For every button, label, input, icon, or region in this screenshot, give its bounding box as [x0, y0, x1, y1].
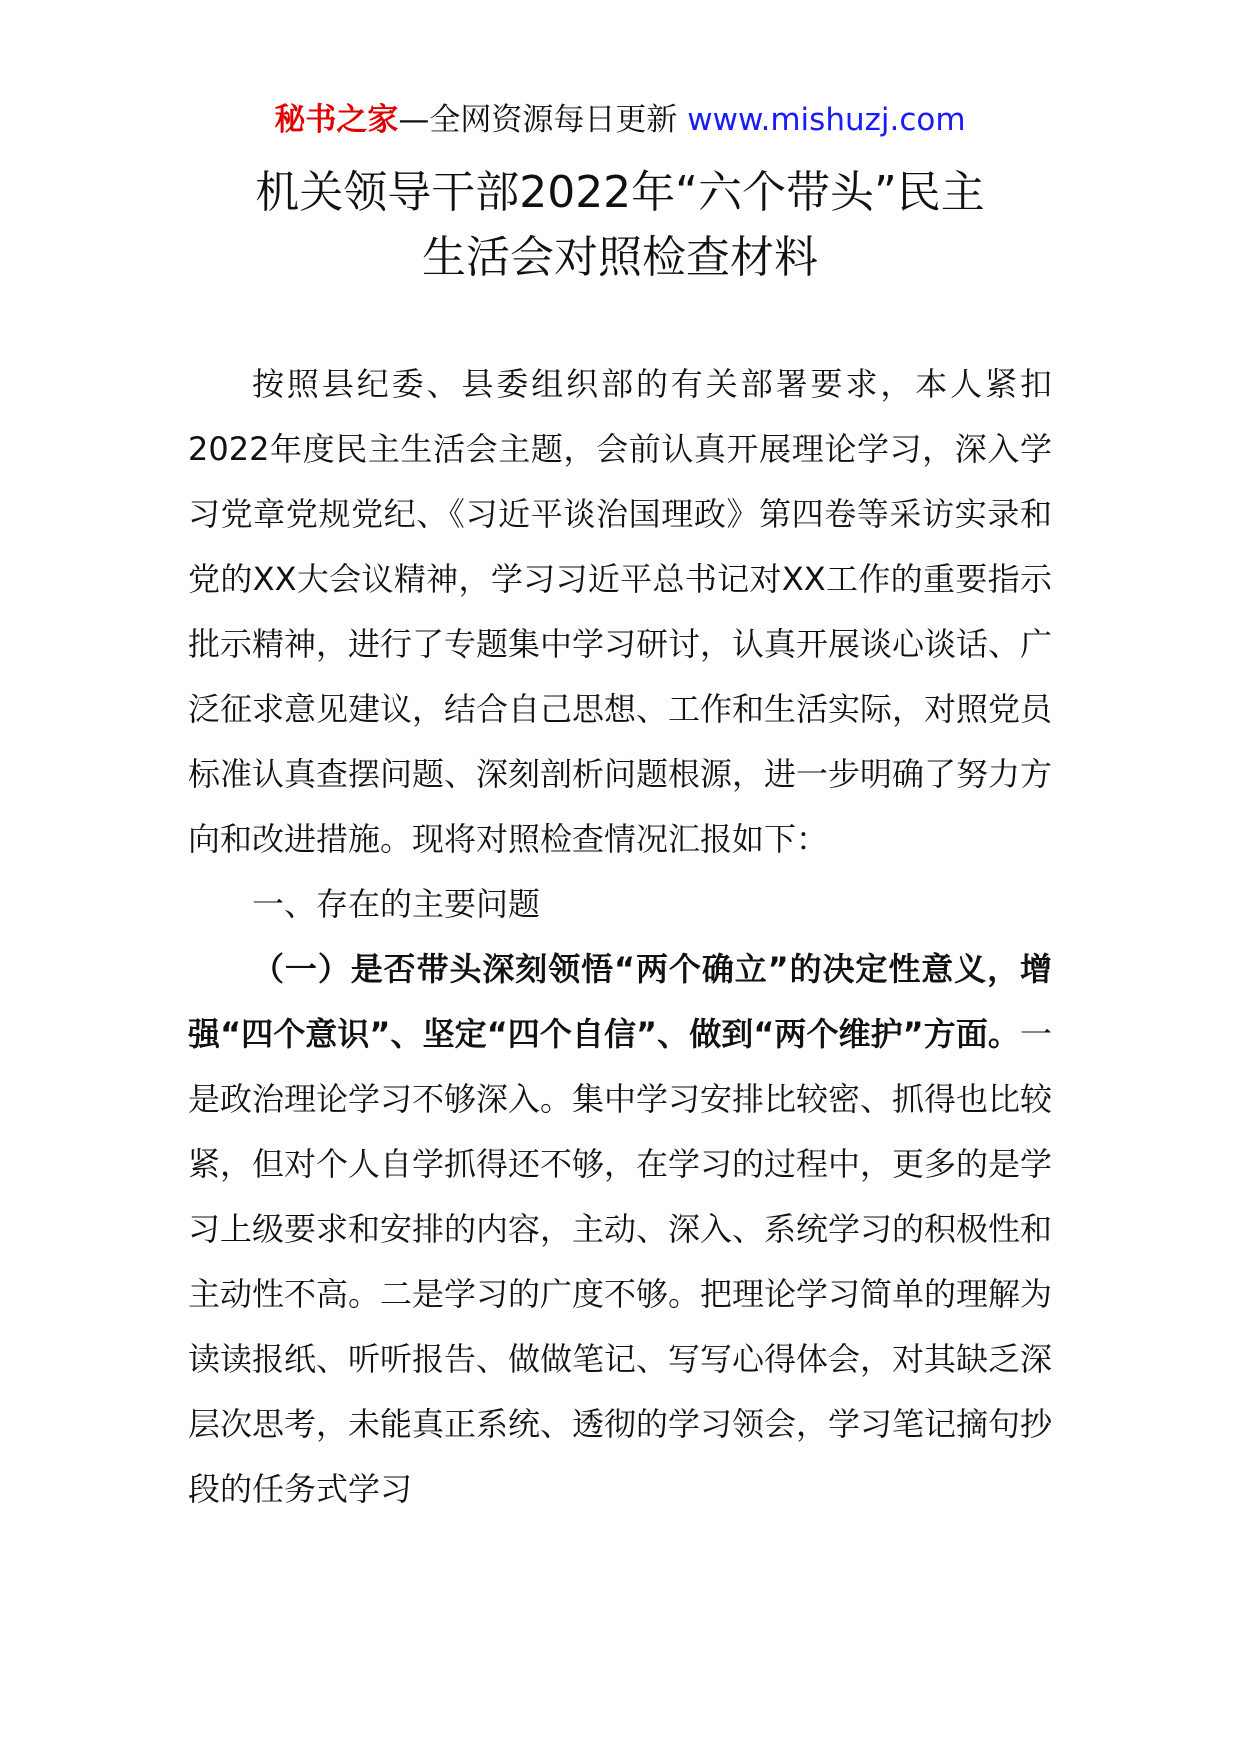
header-tagline: —全网资源每日更新 [398, 102, 688, 138]
intro-paragraph: 按照县纪委、县委组织部的有关部署要求，本人紧扣2022年度民主生活会主题，会前认真开展理论学习，深入学习党章党规党纪、《习近平谈治国理政》第四卷等采访实录和党的XX大会议精神，学习习近平总书记对XX工作的重要指示批示精神，进行了专题集中学习研讨，认真开展谈心谈话、广泛征求意见建议，结合自己思想、工作和生活实际，对照党员标准认真查摆问题、深刻剖析问题根源，进一步明确了努力方向和改进措施。现将对照检查情况汇报如下： [188, 365, 1053, 858]
subsection-text-1: 一是政治理论学习不够深入。集中学习安排比较密、抓得也比较紧，但对个人自学抓得还不够，在学习的过程中，更多的是学习上级要求和安排的内容，主动、深入、系统学习的积极性和主动性不高。二是学习的广度不够。把理论学习简单的理解为读读报纸、听听报告、做做笔记、写写心得体会，对其缺乏深层次思考，未能真正系统、透彻的学习领会，学习笔记摘句抄段的任务式学习 [188, 1015, 1053, 1508]
watermark-header [0, 98, 1240, 142]
document-body [188, 352, 1052, 1522]
title-line-2: 生活会对照检查材料 [422, 232, 818, 283]
brand-name: 秘书之家 [274, 102, 399, 138]
section-heading-1: 一、存在的主要问题 [252, 885, 541, 923]
subsection-paragraph-1 [188, 937, 1052, 1522]
subsection-heading-1: （一）是否带头深刻领悟“两个确立”的决定性意义，增强“四个意识”、坚定“四个自信”、做到“两个维护”方面。 [188, 950, 1052, 1053]
title-line-1: 机关领导干部2022年“六个带头”民主 [255, 167, 985, 218]
document-title [0, 160, 1240, 290]
site-url: www.mishuzj.com [687, 102, 966, 138]
